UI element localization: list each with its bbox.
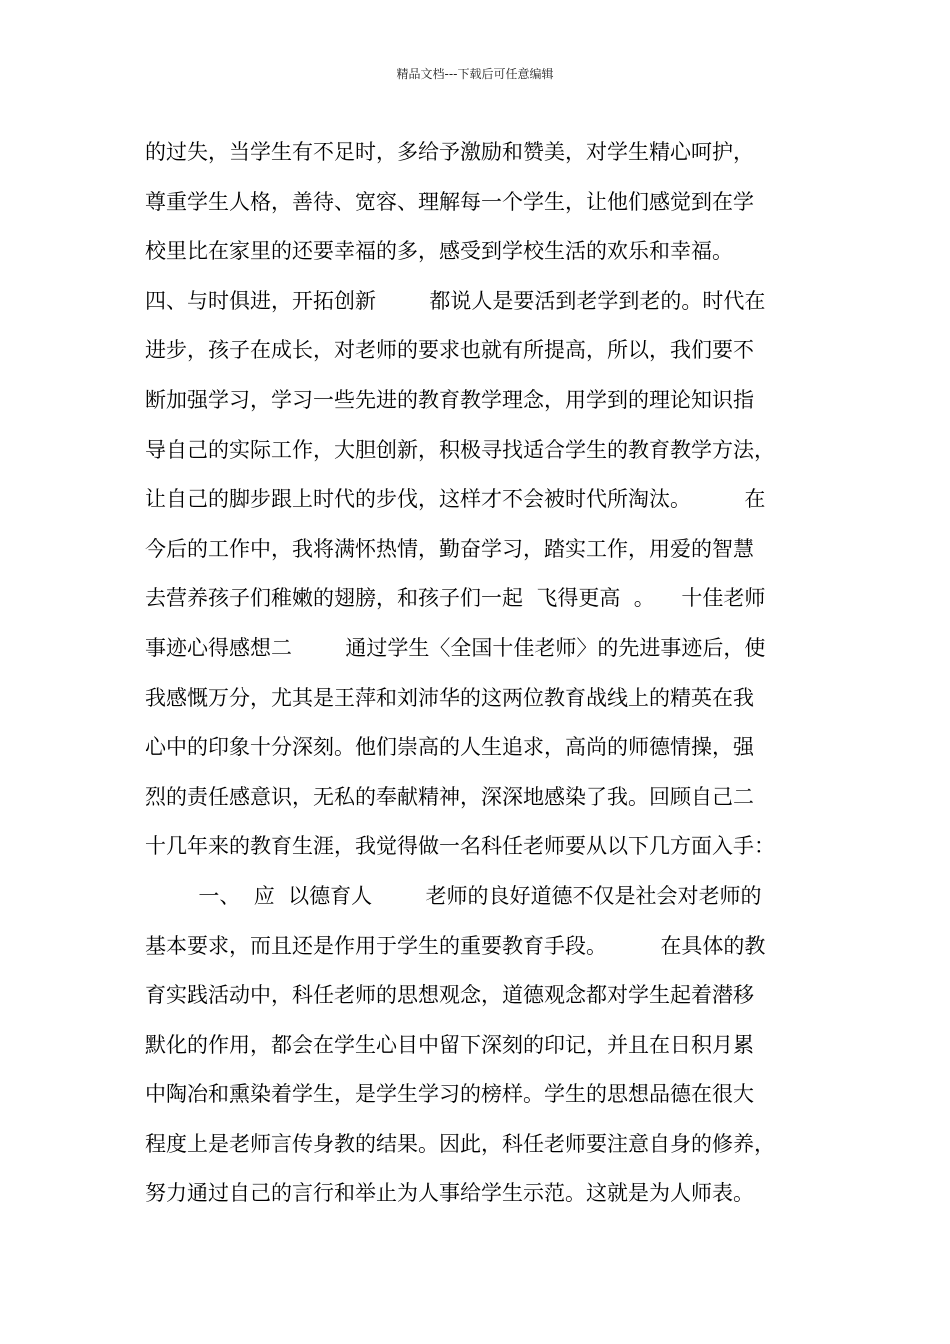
page-header: 精品文档---下载后可任意编辑: [396, 67, 554, 81]
document-body: [145, 128, 835, 1219]
text-line: 程度上是老师言传身教的结果。因此，科任老师要注意自身的修养，: [145, 1131, 775, 1156]
text-line: 努力通过自己的言行和举止为人事给学生示范。这就是为人师表。: [145, 1181, 754, 1206]
text-line: 我感慨万分，尤其是王萍和刘沛华的这两位教育战线上的精英在我: [145, 685, 754, 710]
text-line: 去营养孩子们稚嫩的翅膀，和孩子们一起 飞得更高 。 十佳老师: [145, 586, 766, 611]
text-line: 心中的印象十分深刻。他们崇高的人生追求，高尚的师德情操，强: [145, 735, 754, 760]
text-line: 断加强学习，学习一些先进的教育教学理念，用学到的理论知识指: [145, 387, 754, 412]
text-line: 默化的作用，都会在学生心目中留下深刻的印记，并且在日积月累: [145, 1032, 754, 1057]
text-line: 进步，孩子在成长，对老师的要求也就有所提高，所以，我们要不: [145, 338, 754, 363]
text-line: 事迹心得感想二 通过学生〈全国十佳老师〉的先进事迹后，使: [145, 635, 766, 660]
text-line: 尊重学生人格，善待、宽容、理解每一个学生，让他们感觉到在学: [145, 189, 754, 214]
text-line: 基本要求，而且还是作用于学生的重要教育手段。 在具体的教: [145, 933, 766, 958]
text-line: 让自己的脚步跟上时代的步伐，这样才不会被时代所淘汰。 在: [145, 487, 766, 512]
text-line: 四、与时俱进，开拓创新 都说人是要活到老学到老的。时代在: [145, 288, 766, 313]
text-line: 一、 应 以德育人 老师的良好道德不仅是社会对老师的: [145, 883, 762, 908]
text-line: 校里比在家里的还要幸福的多，感受到学校生活的欢乐和幸福。: [145, 239, 733, 264]
text-line: 今后的工作中，我将满怀热情，勤奋学习，踏实工作，用爱的智慧: [145, 536, 754, 561]
text-line: 导自己的实际工作，大胆创新，积极寻找适合学生的教育教学方法，: [145, 437, 775, 462]
text-line: 育实践活动中，科任老师的思想观念，道德观念都对学生起着潜移: [145, 983, 754, 1008]
text-line: 的过失，当学生有不足时，多给予激励和赞美，对学生精心呵护，: [145, 140, 754, 164]
text-line: 中陶冶和熏染着学生，是学生学习的榜样。学生的思想品德在很大: [145, 1082, 754, 1107]
text-line: 烈的责任感意识，无私的奉献精神，深深地感染了我。回顾自己二: [145, 784, 754, 809]
text-line: 十几年来的教育生涯，我觉得做一名科任老师要从以下几方面入手：: [145, 834, 775, 859]
